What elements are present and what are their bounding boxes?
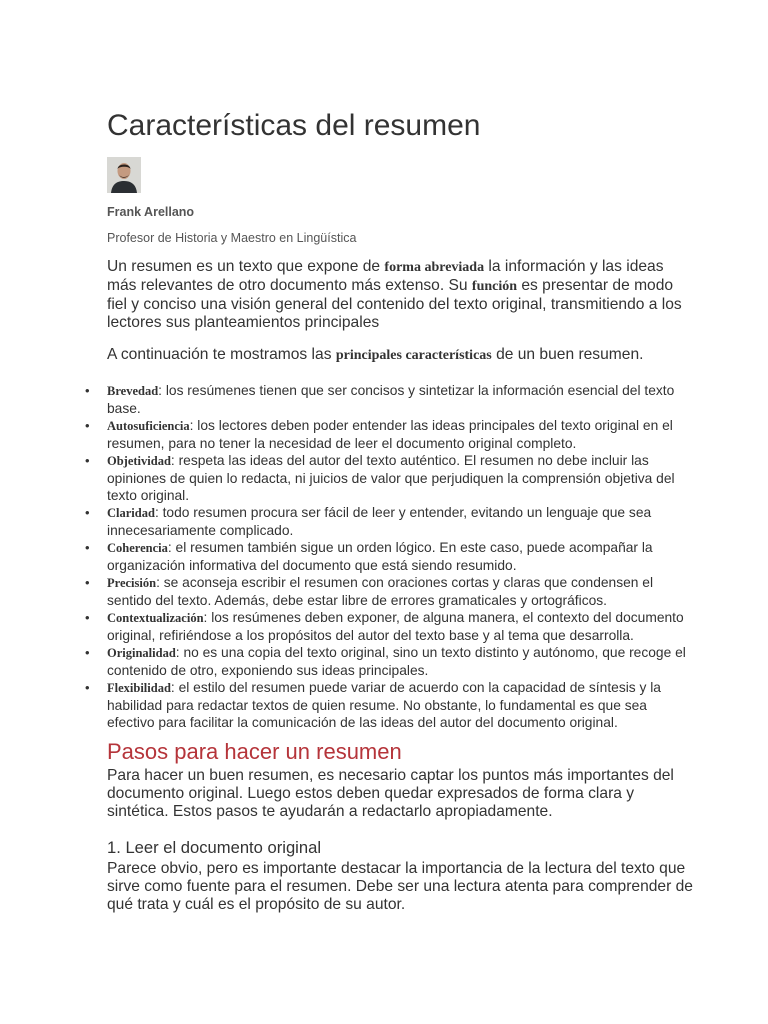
- feature-text: : no es una copia del texto original, sino un texto distinto y autónomo, que recoge el contenido de otro, exponiendo sus ideas principales.: [107, 645, 686, 678]
- feature-text: : el resumen también sigue un orden lógico. En este caso, puede acompañar la organización informativa del documento que está siendo resumido.: [107, 540, 653, 573]
- intro2-paragraph: [107, 346, 697, 365]
- feature-term: Autosuficiencia: [107, 419, 190, 433]
- feature-term: Coherencia: [107, 541, 168, 555]
- page-title: Características del resumen: [107, 109, 481, 142]
- features-list: [85, 382, 697, 731]
- feature-text: : respeta las ideas del autor del texto auténtico. El resumen no debe incluir las opiniones de quien lo redacta, ni juicios de valor que perjudiquen la comprensión objetiva del texto original.: [107, 453, 675, 503]
- step1-heading: 1. Leer el documento original: [107, 838, 322, 857]
- bullet-icon: •: [85, 505, 90, 520]
- intro-text-1: Un resumen es un texto que expone de: [107, 258, 385, 275]
- author-avatar[interactable]: [107, 157, 141, 193]
- feature-text: : el estilo del resumen puede variar de acuerdo con la capacidad de síntesis y la habilidad para redactar textos de quien resume. No obstante, lo fundamental es que sea efectivo para facilitar la comunicación de las ideas del autor del documento original.: [107, 680, 661, 730]
- list-item: [85, 644, 697, 679]
- list-item: [85, 504, 697, 539]
- list-item: [85, 574, 697, 609]
- list-item: [85, 417, 697, 452]
- list-item: [85, 679, 697, 731]
- feature-term: Objetividad: [107, 454, 171, 468]
- steps-heading: Pasos para hacer un resumen: [107, 739, 402, 764]
- intro2-text-2: de un buen resumen.: [491, 346, 644, 363]
- author-role: Profesor de Historia y Maestro en Lingüística: [107, 231, 357, 245]
- feature-text: : los resúmenes tienen que ser concisos y sintetizar la información esencial del texto base.: [107, 383, 675, 416]
- feature-text: : los lectores deben poder entender las ideas principales del texto original en el resumen, para no tener la necesidad de leer el documento original completo.: [107, 418, 673, 451]
- bullet-icon: •: [85, 610, 90, 625]
- bullet-icon: •: [85, 540, 90, 555]
- feature-term: Claridad: [107, 506, 155, 520]
- bullet-icon: •: [85, 383, 90, 398]
- feature-term: Flexibilidad: [107, 681, 171, 695]
- feature-text: : los resúmenes deben exponer, de alguna manera, el contexto del documento original, refiriéndose a los propósitos del autor del texto base y al tema que desarrolla.: [107, 610, 684, 643]
- intro-bold-forma-abreviada: forma abreviada: [384, 260, 485, 275]
- feature-term: Brevedad: [107, 384, 159, 398]
- list-item: [85, 539, 697, 574]
- bullet-icon: •: [85, 418, 90, 433]
- intro2-bold: principales características: [335, 348, 492, 363]
- intro2-text-1: A continuación te mostramos las: [107, 346, 336, 363]
- bullet-icon: •: [85, 453, 90, 468]
- intro-text-2: la información y las ideas más relevantes de otro documento más extenso. Su: [107, 258, 664, 294]
- step1-paragraph: Parece obvio, pero es importante destacar la importancia de la lectura del texto que sirve como fuente para el resumen. Debe ser una lectura atenta para comprender de qué trata y cuál es el propósito de su autor.: [107, 860, 693, 913]
- intro-bold-funcion: función: [471, 279, 518, 294]
- steps-intro-paragraph: Para hacer un buen resumen, es necesario captar los puntos más importantes del documento original. Luego estos deben quedar expresados de forma clara y sintética. Estos pasos te ayudarán a redactarlo apropiadamente.: [107, 767, 674, 820]
- intro-text-3: es presentar de modo fiel y conciso una visión general del contenido del texto original, transmitiendo a los lectores sus planteamientos principales: [107, 277, 682, 331]
- list-item: [85, 609, 697, 644]
- avatar-photo-icon: [107, 157, 141, 193]
- list-item: [85, 452, 697, 504]
- feature-term: Contextualización: [107, 611, 204, 625]
- feature-text: : se aconseja escribir el resumen con oraciones cortas y claras que condensen el sentido del texto. Además, debe estar libre de errores gramaticales y ortográficos.: [107, 575, 654, 608]
- bullet-icon: •: [85, 680, 90, 695]
- bullet-icon: •: [85, 575, 90, 590]
- feature-text: : todo resumen procura ser fácil de leer y entender, evitando un lenguaje que sea innecesariamente complicado.: [107, 505, 652, 538]
- feature-term: Originalidad: [107, 646, 176, 660]
- bullet-icon: •: [85, 645, 90, 660]
- list-item: [85, 382, 697, 417]
- feature-term: Precisión: [107, 576, 157, 590]
- author-name[interactable]: Frank Arellano: [107, 205, 195, 219]
- intro-paragraph: [107, 258, 697, 332]
